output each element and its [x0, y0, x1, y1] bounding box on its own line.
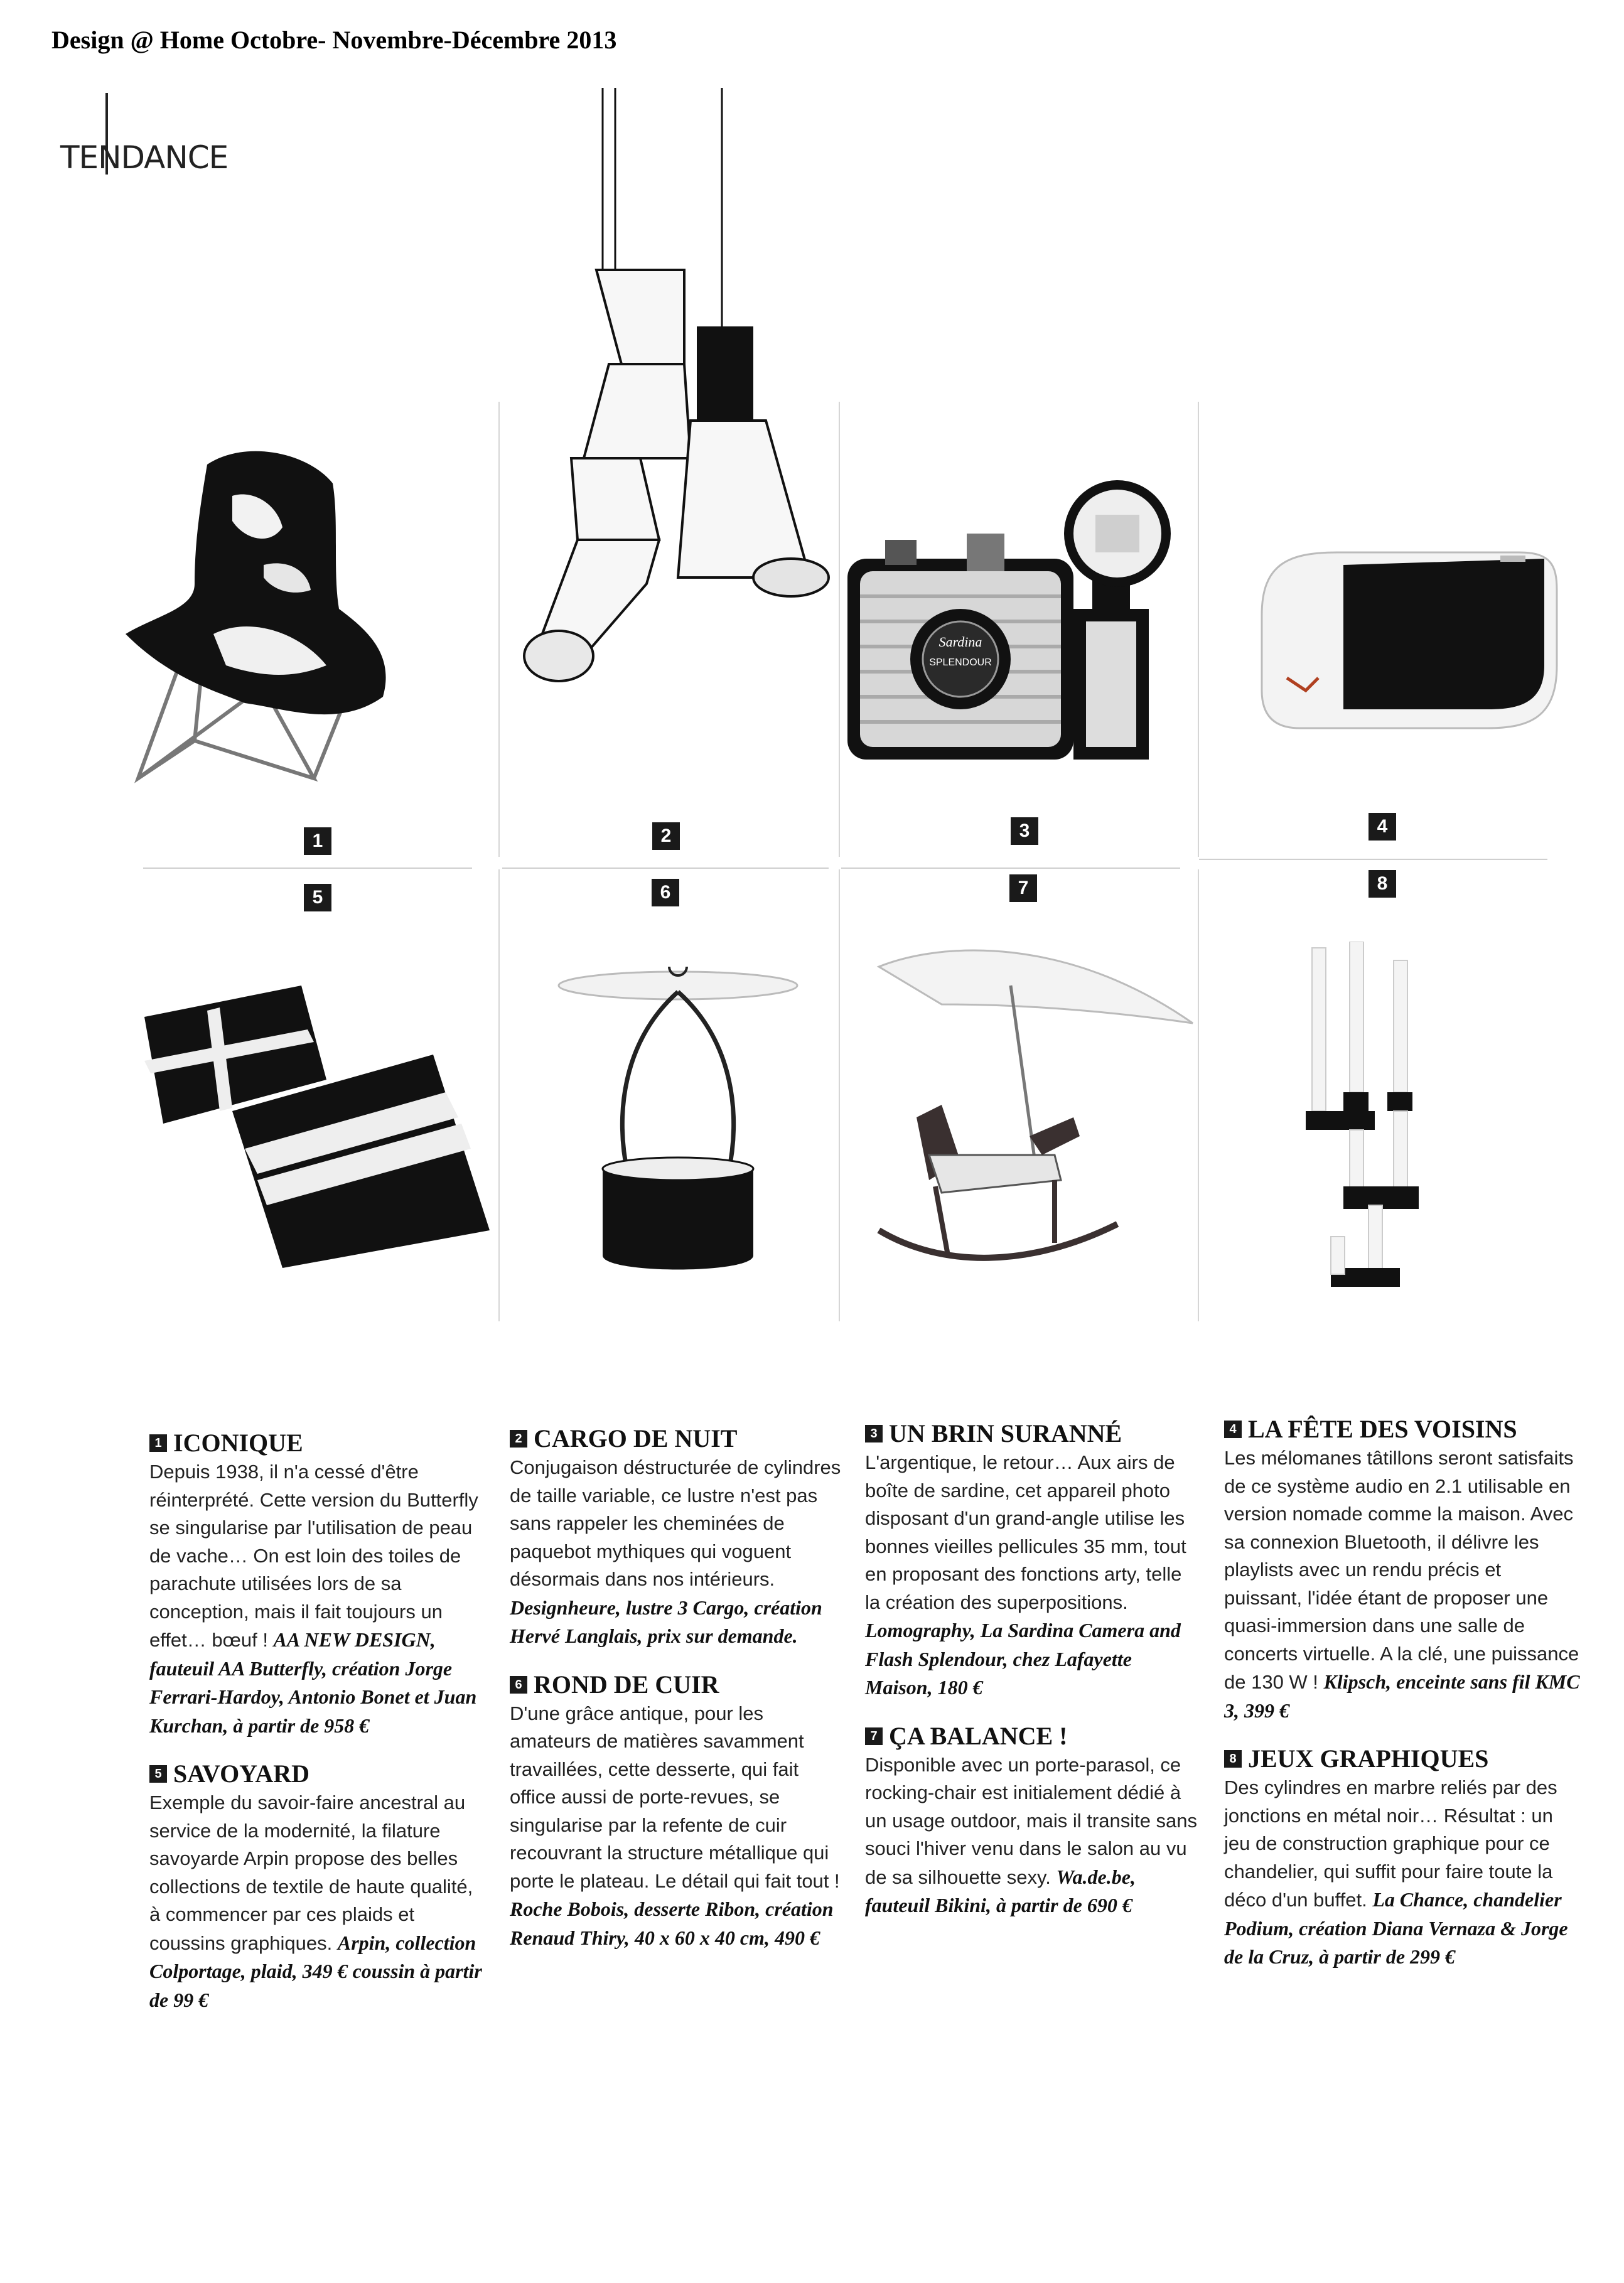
- article-cargo-de-nuit: [510, 1424, 846, 1651]
- article-body: Exemple du savoir-faire ancestral au service de la modernité, la filature savoyarde Arpin propose des belles collections de textile de haute qualité, à commencer par ces plaids et coussins graphiques.: [149, 1791, 473, 1954]
- grid-divider: [841, 868, 1180, 869]
- article-number: 1: [149, 1434, 167, 1452]
- blanket-cushion-icon: [138, 967, 490, 1268]
- grid-divider: [502, 868, 829, 869]
- camera-icon: [841, 477, 1193, 772]
- article-credit: Lomography, La Sardina Camera and Flash Splendour, chez Lafayette Maison, 180 €: [865, 1619, 1181, 1699]
- product-number: 4: [1369, 813, 1396, 841]
- article-ca-balance: [865, 1721, 1201, 1920]
- article-credit: Klipsch, enceinte sans fil KMC 3, 399 €: [1224, 1670, 1580, 1722]
- section-rubric: TENDANCE: [60, 139, 229, 176]
- product-number: 8: [1369, 870, 1396, 898]
- article-credit: Roche Bobois, desserte Ribon, création Renaud Thiry, 40 x 60 x 40 cm, 490 €: [510, 1898, 834, 1949]
- article-un-brin-suranne: [865, 1419, 1201, 1702]
- article-savoyard: [149, 1759, 485, 2014]
- article-title: LA FÊTE DES VOISINS: [1248, 1415, 1517, 1443]
- article-title: JEUX GRAPHIQUES: [1248, 1744, 1489, 1773]
- article-number: 6: [510, 1676, 527, 1694]
- grid-divider: [1199, 859, 1547, 860]
- article-body: Des cylindres en marbre reliés par des jonctions en métal noir… Résultat : un jeu de construction graphique pour ce chandelier, qui suffit pour faire toute la déco d'un buffet.: [1224, 1776, 1557, 1911]
- grid-divider: [839, 869, 840, 1321]
- article-title: SAVOYARD: [173, 1759, 310, 1788]
- product-number: 7: [1009, 874, 1037, 902]
- article-credit: Designheure, lustre 3 Cargo, création Hervé Langlais, prix sur demande.: [510, 1596, 822, 1647]
- article-rond-de-cuir: [510, 1670, 846, 1953]
- article-number: 5: [149, 1765, 167, 1783]
- product-number: 1: [304, 827, 331, 855]
- candelabra-icon: [1293, 942, 1481, 1293]
- article-title: ICONIQUE: [173, 1429, 303, 1457]
- article-title: CARGO DE NUIT: [534, 1424, 738, 1453]
- speaker-icon: [1249, 540, 1563, 747]
- text-column-2: [510, 1424, 846, 1971]
- product-number: 2: [652, 822, 680, 850]
- camera-model-label: SPLENDOUR: [929, 657, 992, 668]
- article-body: Depuis 1938, il n'a cessé d'être réinterprété. Cette version du Butterfly se singularise par l'utilisation de peau de vache… On est loin des toiles de parachute utilisées lors de sa conception, mais il fait toujours un effet… bœuf !: [149, 1461, 478, 1651]
- article-credit: AA NEW DESIGN, fauteuil AA Butterfly, création Jorge Ferrari-Hardoy, Antonio Bonet et Juan Kurchan, à partir de 958 €: [149, 1628, 477, 1737]
- article-body: Disponible avec un porte-parasol, ce rocking-chair est initialement dédié à un usage outdoor, mais il transite sans souci l'hiver venu dans le salon au vu de sa silhouette sexy.: [865, 1753, 1198, 1888]
- article-title: ROND DE CUIR: [534, 1670, 719, 1699]
- side-table-icon: [546, 967, 810, 1281]
- article-number: 7: [865, 1727, 883, 1745]
- article-credit: Wa.de.be, fauteuil Bikini, à partir de 690 €: [865, 1865, 1136, 1916]
- article-la-fete-des-voisins: [1224, 1414, 1582, 1725]
- rocking-chair-parasol-icon: [866, 929, 1218, 1281]
- grid-divider: [143, 868, 472, 869]
- text-column-4: [1224, 1414, 1582, 1990]
- magazine-header: Design @ Home Octobre- Novembre-Décembre 2013: [51, 26, 617, 54]
- article-title: ÇA BALANCE !: [889, 1721, 1068, 1750]
- article-iconique: [149, 1428, 485, 1740]
- article-number: 8: [1224, 1750, 1242, 1768]
- article-body: Conjugaison déstructurée de cylindres de taille variable, ce lustre n'est pas sans rappeler les cheminées de paquebot mythiques qui voguent désormais dans nos intérieurs.: [510, 1456, 841, 1590]
- article-credit: Arpin, collection Colportage, plaid, 349 € coussin à partir de 99 €: [149, 1931, 482, 2011]
- article-number: 3: [865, 1425, 883, 1442]
- article-number: 2: [510, 1430, 527, 1448]
- article-credit: La Chance, chandelier Podium, création Diana Vernaza & Jorge de la Cruz, à partir de 299 €: [1224, 1888, 1568, 1968]
- product-number: 3: [1011, 817, 1038, 845]
- text-column-1: [149, 1428, 485, 2033]
- article-body: Les mélomanes tâtillons seront satisfaits de ce système audio en 2.1 utilisable en version nomade comme la maison. Avec sa connexion Bluetooth, il délivre les playlists avec un rendu précis et puissant, l'idée étant de proposer une quasi-immersion dans une salle de concerts virtuelle. A la clé, une puissance de 130 W !: [1224, 1447, 1579, 1693]
- product-number: 6: [652, 879, 679, 906]
- grid-divider: [498, 402, 500, 857]
- text-column-3: [865, 1419, 1201, 1939]
- article-title: UN BRIN SURANNÉ: [889, 1419, 1122, 1448]
- camera-brand-label: Sardina: [938, 634, 982, 650]
- article-number: 4: [1224, 1421, 1242, 1438]
- pendant-lamp-icon: [515, 88, 841, 810]
- article-body: L'argentique, le retour… Aux airs de boîte de sardine, cet appareil photo disposant d'un grand-angle utilise les bonnes vieilles pellicules 35 mm, tout en proposant des fonctions arty, telle la création des superpositions.: [865, 1451, 1186, 1613]
- product-number: 5: [304, 884, 331, 911]
- article-body: D'une grâce antique, pour les amateurs de matières savamment travaillées, cette desserte, qui fait office aussi de porte-revues, se singularise par la refente de cuir recouvrant la structure métallique qui porte le plateau. Le détail qui fait tout !: [510, 1702, 840, 1892]
- grid-divider: [1198, 402, 1199, 857]
- grid-divider: [498, 869, 500, 1321]
- article-jeux-graphiques: [1224, 1744, 1582, 1972]
- butterfly-chair-icon: [100, 427, 452, 803]
